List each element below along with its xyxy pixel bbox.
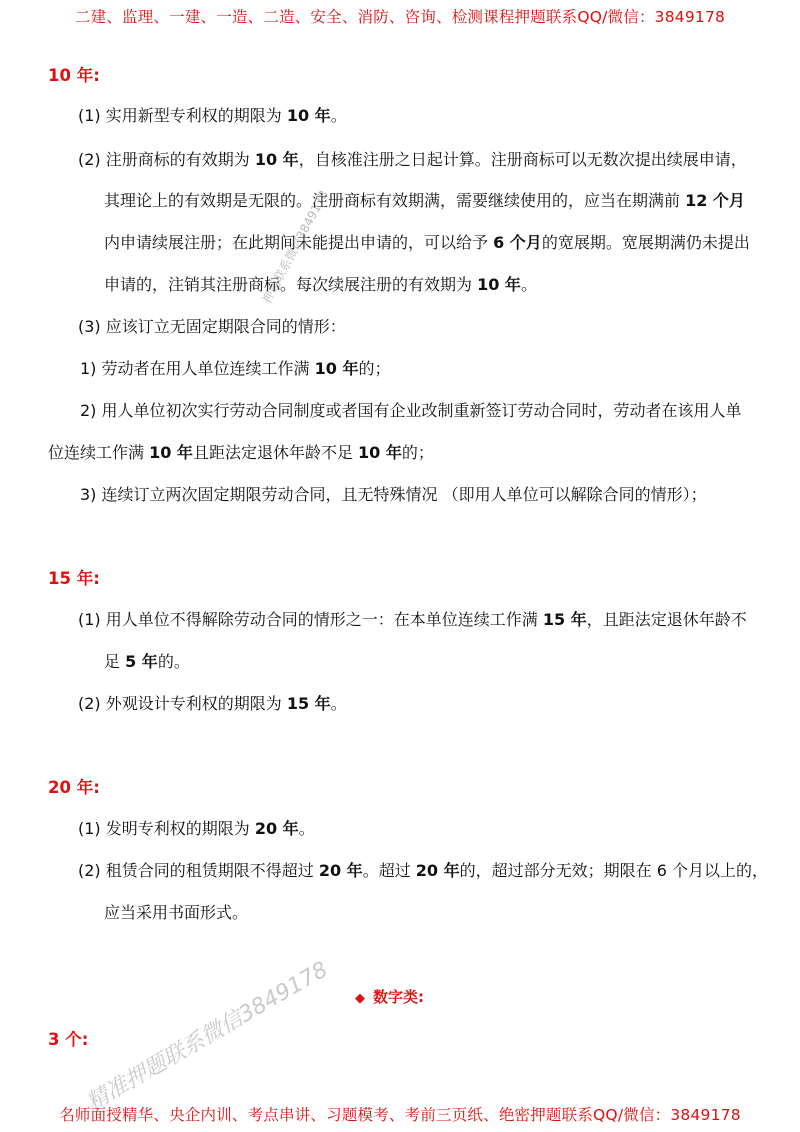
item-10-1: (1) 实用新型专利权的期限为 10 年。 [78,106,347,125]
item-10-3-2-line2: 位连续工作满 10 年且距法定退休年龄不足 10 年的； [48,443,434,462]
heading-15-years: 15 年: [48,569,100,588]
item-20-1: (1) 发明专利权的期限为 20 年。 [78,819,315,838]
watermark-small: 押题联系微信3849178 [259,188,332,306]
numbers-section-title: ◆ 数字类: [355,988,424,1006]
heading-3-items: 3 个: [48,1030,89,1049]
heading-20-years: 20 年: [48,778,100,797]
diamond-bullet-icon: ◆ [355,991,365,1006]
item-10-2-line3: 内申请续展注册；在此期间未能提出申请的，可以给予 6 个月的宽展期。宽展期满仍未提出 [104,233,750,252]
top-banner: 二建、监理、一建、一造、二造、安全、消防、咨询、检测课程押题联系QQ/微信：3849178 [74,8,726,26]
item-10-3: (3) 应该订立无固定期限合同的情形： [78,317,346,336]
item-15-1-line2: 足 5 年的。 [104,652,190,671]
item-20-2-line1: (2) 租赁合同的租赁期限不得超过 20 年。超过 20 年的，超过部分无效；期限在 6 个月以上的， [78,861,768,880]
item-10-3-1: 1) 劳动者在用人单位连续工作满 10 年的； [80,359,391,378]
item-15-2: (2) 外观设计专利权的期限为 15 年。 [78,694,347,713]
item-10-3-2-line1: 2) 用人单位初次实行劳动合同制度或者国有企业改制重新签订劳动合同时，劳动者在该用人单 [80,401,742,420]
item-15-1-line1: (1) 用人单位不得解除劳动合同的情形之一：在本单位连续工作满 15 年，且距法定退休年龄不 [78,610,747,629]
item-20-2-line2: 应当采用书面形式。 [104,903,249,922]
item-10-2-line4: 申请的，注销其注册商标。每次续展注册的有效期为 10 年。 [104,275,537,294]
bottom-banner: 名师面授精华、央企内训、考点串讲、习题模考、考前三页纸、绝密押题联系QQ/微信：3849178 [59,1106,741,1124]
item-10-2-line1: (2) 注册商标的有效期为 10 年，自核准注册之日起计算。注册商标可以无数次提出续展申请， [78,150,747,169]
item-10-3-3: 3) 连续订立两次固定期限劳动合同，且无特殊情况 （即用人单位可以解除合同的情形）； [80,485,707,504]
watermark-large: 精准押题联系微信3849178 [82,957,333,1116]
heading-10-years: 10 年: [48,66,100,85]
item-10-2-line2: 其理论上的有效期是无限的。注册商标有效期满，需要继续使用的，应当在期满前 12 个月 [104,191,745,210]
